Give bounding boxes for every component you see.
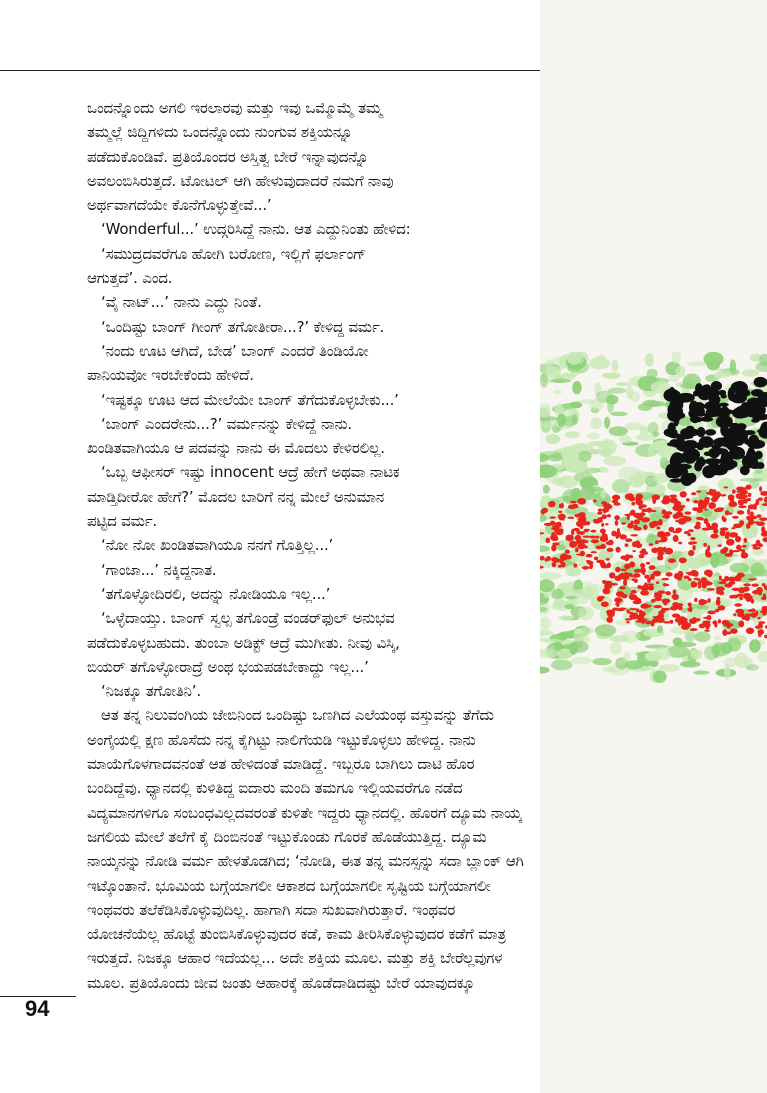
text-line: ಆಗುತ್ತದೆ’. ಎಂದ. (87, 269, 173, 288)
text-line: ಅಂಗೈಯಲ್ಲಿ ಕ್ಷಣ ಹೊಸೆದು ನನ್ನ ಕೈಗಿಟ್ಟು ನಾಲಿಗೆಯಡಿ ಇಟ್ಟುಕೊಳ್ಳಲು ಹೇಳಿದ್ದ. ನಾನು (87, 730, 476, 749)
text-line: ಮಾಡ್ತಿದೀರೋ ಹೇಗೆ?’ ಮೊದಲ ಬಾರಿಗೆ ನನ್ನ ಮೇಲೆ ಅನುಮಾನ (87, 487, 384, 506)
text-line: ಇಟ್ಕೊಂತಾನೆ. ಭೂಮಿಯ ಬಗ್ಗೆಯಾಗಲೀ ಆಕಾಶದ ಬಗ್ಗೆಯಾಗಲೀ ಸೃಷ್ಟಿಯ ಬಗ್ಗೆಯಾಗಲೀ (87, 876, 491, 895)
text-line: ಬಂದಿದ್ದೆವು. ಧ್ಯಾನದಲ್ಲಿ ಕುಳಿತಿದ್ದ ಐದಾರು ಮಂದಿ ತಮಗೂ ಇಲ್ಲಿಯವರೆಗೂ ನಡೆದ (87, 779, 463, 798)
text-line: ಯೋಚನೆಯೆಲ್ಲ ಹೊಟ್ಟೆ ತುಂಬಿಸಿಕೊಳ್ಳುವುದರ ಕಡೆ, ಕಾಮ ತೀರಿಸಿಕೊಳ್ಳುವುದರ ಕಡೆಗೆ ಮಾತ್ರ (87, 925, 506, 944)
text-line: ‘ನಂದು ಊಟ ಆಗಿದೆ, ಬೇಡ’ ಬಾಂಗ್ ಎಂದರೆ ತಿಂಡಿಯೋ (101, 341, 369, 360)
text-line: ‘ಬಾಂಗ್ ಎಂದರೇನು...?’ ವರ್ಮನನ್ನು ಕೇಳಿದ್ದೆ ನಾನು. (101, 414, 352, 433)
text-line: ‘ಇಷ್ಟಕ್ಕೂ ಊಟ ಆದ ಮೇಲೆಯೇ ಬಾಂಗ್ ತೆಗೆದುಕೊಳ್ಳಬೇಕು...’ (101, 390, 399, 409)
text-line: ‘ನಿಜಕ್ಕೂ ತಗೋತಿನಿ’. (101, 682, 201, 701)
text-line: ಖಂಡಿತವಾಗಿಯೂ ಆ ಪದವನ್ನು ನಾನು ಈ ಮೊದಲು ಕೇಳಿರಲಿಲ್ಲ. (87, 439, 385, 458)
text-line: ಬಿಯರ್ ತಗೊಳ್ಳೋರಾದ್ರೆ ಅಂಥ ಭಯಪಡಬೇಕಾದ್ದು ಇಲ್ಲ...’ (87, 657, 369, 676)
header-rule (0, 70, 540, 71)
text-line: ಮೂಲ. ಪ್ರತಿಯೊಂದು ಜೀವ ಜಂತು ಆಹಾರಕ್ಕೆ ಹೊಡೆದಾಡಿದಷ್ಟು ಬೇರೆ ಯಾವುದಕ್ಕೂ (87, 973, 475, 992)
body-text (87, 96, 635, 995)
text-line: ಅವಲಂಬಿಸಿರುತ್ತದೆ. ಟೋಟಲ್ ಆಗಿ ಹೇಳುವುದಾದರೆ ನಮಗೆ ನಾವು (87, 171, 394, 190)
text-line: ‘ಒಂದಿಷ್ಟು ಬಾಂಗ್ ಗೀಂಗ್ ತಗೋತೀರಾ...?’ ಕೇಳಿದ್ದ ವರ್ಮ. (101, 317, 385, 336)
text-line: ಜಗಲಿಯ ಮೇಲೆ ತಲೆಗೆ ಕೈ ದಿಂಬಿನಂತೆ ಇಟ್ಟುಕೊಂಡು ಗೊರಕೆ ಹೊಡೆಯುತ್ತಿದ್ದ. ದ್ಯೂಮ (87, 827, 487, 846)
text-line: ‘Wonderful...’ ಉದ್ಗರಿಸಿದ್ದೆ ನಾನು. ಆತ ಎದ್ದುನಿಂತು ಹೇಳಿದ: (101, 220, 411, 239)
text-line: ‘ಗಾಂಜಾ...’ ನಕ್ಕಿದ್ದನಾತ. (101, 560, 217, 579)
text-line: ‘ಒಳ್ಳೆದಾಯ್ತು. ಬಾಂಗ್ ಸ್ವಲ್ಪ ತಗೊಂಡ್ರೆ ವಂಡರ್‌ಫುಲ್ ಅನುಭವ (101, 609, 395, 628)
text-line: ‘ನೋ ನೋ ಖಂಡಿತವಾಗಿಯೂ ನನಗೆ ಗೊತ್ತಿಲ್ಲ...’ (101, 536, 334, 555)
page-number: 94 (25, 996, 50, 1021)
text-line: ‘ತಗೊಳ್ಳೋದಿರಲಿ, ಅದನ್ನು ನೋಡಿಯೂ ಇಲ್ಲ...’ (101, 584, 331, 603)
text-line: ವಿದ್ಯಮಾನಗಳಿಗೂ ಸಂಬಂಧವಿಲ್ಲದವರಂತೆ ಕುಳಿತೇ ಇದ್ದರು ಧ್ಯಾನದಲ್ಲಿ. ಹೊರಗೆ ದ್ಯೂಮ ನಾಯ್ಕ (87, 803, 522, 822)
text-line: ‘ಒಬ್ಬ ಆಫೀಸರ್ ಇಷ್ಟು innocent ಆದ್ರೆ ಹೇಗೆ ಅಥವಾ ನಾಟಕ (101, 463, 400, 482)
text-line: ಪಡೆದುಕೊಳ್ಳಬಹುದು. ತುಂಬಾ ಅಡಿಕ್ಟ್ ಆದ್ರೆ ಮುಗೀತು. ನೀವು ವಿಸ್ಕಿ, (87, 633, 400, 652)
text-line: ಪಡೆದುಕೊಂಡಿವೆ. ಪ್ರತಿಯೊಂದರ ಅಸ್ತಿತ್ವ ಬೇರೆ ಇನ್ನಾವುದನ್ನೊ (87, 147, 369, 166)
text-line: ಅರ್ಥವಾಗದೆಯೇ ಕೊನೆಗೊಳ್ಳುತ್ತೇವೆ...’ (87, 196, 272, 215)
text-line: ಪಟ್ಟಿದ ವರ್ಮ. (87, 512, 157, 531)
text-line: ಆತ ತನ್ನ ನಿಲುವಂಗಿಯ ಜೇಬಿನಿಂದ ಒಂದಿಷ್ಟು ಒಣಗಿದ ಎಲೆಯಂಥ ವಸ್ತುವನ್ನು ತೆಗೆದು (101, 706, 494, 725)
text-line: ಇಂಥವರು ತಲೆಕೆಡಿಸಿಕೊಳ್ಳುವುದಿಲ್ಲ. ಹಾಗಾಗಿ ಸದಾ ಸುಖವಾಗಿರುತ್ತಾರೆ. ಇಂಥವರ (87, 900, 456, 919)
text-line: ತಮ್ಮಲ್ಲೆ ಜಿದ್ದಿಗಳಿದು ಒಂದನ್ನೊಂದು ನುಂಗುವ ಶಕ್ತಿಯನ್ನೂ (87, 123, 353, 142)
text-line: ‘ಸಮುದ್ರದವರೆಗೂ ಹೋಗಿ ಬರೋಣ, ಇಲ್ಲಿಗೆ ಫರ್ಲಾಂಗ್ (101, 244, 366, 263)
text-line: ಇರುತ್ತದೆ. ನಿಜಕ್ಕೂ ಆಹಾರ ಇದೆಯಲ್ಲ... ಅದೇ ಶಕ್ತಿಯ ಮೂಲ. ಮತ್ತು ಶಕ್ತಿ ಬೇರೆಲ್ಲವುಗಳ (87, 949, 503, 968)
text-line: ಮಾಯೆಗೊಳಗಾದವನಂತೆ ಆತ ಹೇಳಿದಂತೆ ಮಾಡಿದ್ದೆ. ಇಬ್ಬರೂ ಬಾಗಿಲು ದಾಟಿ ಹೊರ (87, 755, 475, 774)
text-line: ಪಾನಿಯವೋ ಇರಬೇಕೆಂದು ಹೇಳಿದೆ. (87, 366, 254, 385)
text-line: ‘ವೈ ನಾಟ್...’ ನಾನು ಎದ್ದು ನಿಂತೆ. (101, 293, 262, 312)
text-line: ಒಂದನ್ನೊಂದು ಅಗಲಿ ಇರಲಾರವು ಮತ್ತು ಇವು ಒಮ್ಮೊಮ್ಮೆ ತಮ್ಮ (87, 99, 382, 117)
text-line: ನಾಯ್ಕನನ್ನು ನೋಡಿ ವರ್ಮ ಹೇಳತೊಡಗಿದ; ‘ನೋಡಿ, ಈತ ತನ್ನ ಮನಸ್ಸನ್ನು ಸದಾ ಬ್ಲಾಂಕ್ ಆಗಿ (87, 852, 524, 871)
